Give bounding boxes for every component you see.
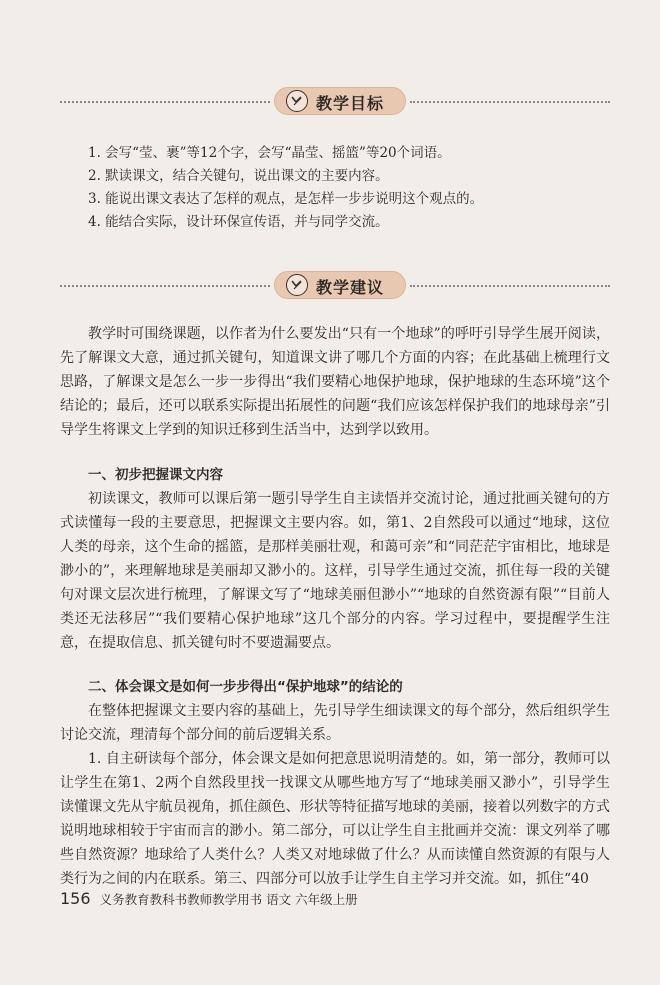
goal-item: 1. 会写“莹、裹”等12个字，会写“晶莹、摇篮”等20个词语。: [88, 145, 451, 161]
page-number: 156: [60, 889, 91, 908]
page-footer: [60, 889, 358, 908]
body-paragraph: 在整体把握课文主要内容的基础上，先引导学生细读课文的每个部分，然后组织学生讨论交流，理清每个部分间的前后逻辑关系。: [60, 703, 610, 743]
dotted-rule-left: [60, 101, 270, 103]
goal-item: 2. 默读课文，结合关键句，说出课文的主要内容。: [88, 168, 389, 184]
section-title-pill: [274, 87, 406, 115]
section-title: 教学建议: [316, 278, 385, 297]
goals-list: [88, 142, 588, 234]
subsection-heading: 一、初步把握课文内容: [88, 467, 223, 483]
body-paragraph: 初读课文，教师可以课后第一题引导学生自主读悟并交流讨论，通过批画关键句的方式读懂每一段的主要意思，把握课文主要内容。如，第1、2自然段可以通过“地球，这位人类的母亲，这个生命的摇篮，是那样美丽壮观，和蔼可亲”和“同茫茫宇宙相比，地球是渺小的”，来理解地球是美丽却又渺小的。这样，引导学生通过交流，抓住每一段的关键句对课文层次进行梳理，了解课文写了“地球美丽但渺小”“地球的自然资源有限”“目前人类还无法移居”“我们要精心保护地球”这几个部分的内容。学习过程中，要提醒学生注意，在提取信息、抓关键句时不要遗漏要点。: [60, 491, 610, 651]
subsection-heading: 二、体会课文是如何一步步得出“保护地球”的结论的: [88, 679, 403, 695]
dotted-rule-right: [410, 285, 610, 287]
book-title: 义务教育教科书教师教学用书 语文 六年级上册: [99, 892, 358, 907]
section-header-goals: [60, 86, 610, 116]
section-header-suggestions: [60, 270, 610, 300]
intro-paragraph: 教学时可围绕课题，以作者为什么要发出“只有一个地球”的呼吁引导学生展开阅读，先了解课文大意，通过抓关键句，知道课文讲了哪几个方面的内容；在此基础上梳理行文思路，了解课文是怎么一步一步得出“我们要精心地保护地球，保护地球的生态环境”这个结论的；最后，还可以联系实际提出拓展性的问题“我们应该怎样保护我们的地球母亲”引导学生将课文上学到的知识迁移到生活当中，达到学以致用。: [60, 326, 610, 438]
dotted-rule-right: [410, 101, 610, 103]
section-title: 教学目标: [316, 94, 385, 113]
goal-item: 3. 能说出课文表达了怎样的观点，是怎样一步步说明这个观点的。: [88, 191, 484, 207]
arrow-circle-icon: [286, 90, 308, 112]
dotted-rule-left: [60, 285, 270, 287]
body-paragraph: 1. 自主研读每个部分，体会课文是如何把意思说明清楚的。如，第一部分，教师可以让学生在第1、2两个自然段里找一找课文从哪些地方写了“地球美丽又渺小”，引导学生读懂课文先从宇航员视角，抓住颜色、形状等特征描写地球的美丽，接着以列数字的方式说明地球相较于宇宙而言的渺小。第二部分，可以让学生自主批画并交流：课文列举了哪些自然资源？地球给了人类什么？人类又对地球做了什么？从而读懂自然资源的有限与人类行为之间的内在联系。第三、四部分可以放手让学生自主学习并交流。如，抓住“40: [60, 751, 610, 887]
section-title-pill: [274, 271, 406, 299]
arrow-circle-icon: [286, 274, 308, 296]
goal-item: 4. 能结合实际，设计环保宣传语，并与同学交流。: [88, 214, 389, 230]
